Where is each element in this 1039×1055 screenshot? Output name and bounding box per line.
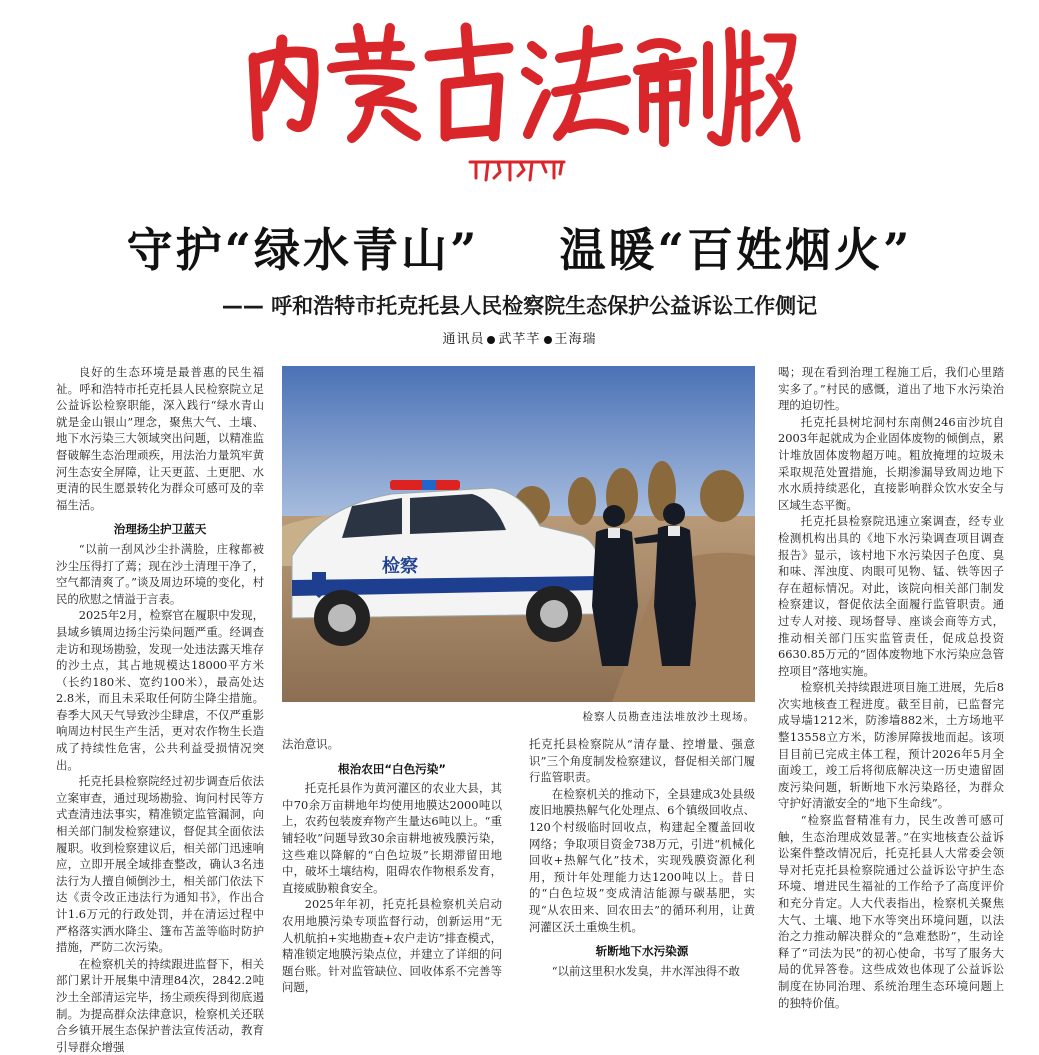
paragraph: 在检察机关的推动下，全县建成3处县级废旧地膜热解气化处理点、6个镇级回收点、120个村级临时回收点，构建起全覆盖回收网络；争取项目资金738万元，引进“机械化回收+热解气化”技术，实现残膜资源化利用，预计年处理能力达1200吨以上。昔日的“白色垃圾”变成清洁能源与碳基肥，实现“从农田来、回农田去”的循环利用，让黄河灌区沃土重焕生机。 xyxy=(529,786,755,934)
headline xyxy=(0,214,1039,280)
author-1: 武芊芊 xyxy=(498,332,541,347)
article-column-2 xyxy=(282,736,502,996)
paragraph: 良好的生态环境是最普惠的民生福祉。呼和浩特市托克托县人民检察院立足公益诉讼检察职能，深入践行“绿水青山就是金山银山”理念，聚焦大气、土壤、地下水污染三大领域突出问题，以精准监督破解生态治理顽疾，用法治力量筑牢黄河生态安全屏障，让天更蓝、土更肥、水更清的民生愿景转化为群众可感可及的幸福生活。 xyxy=(56,365,264,512)
paragraph: “以前一刮风沙尘扑满脸，庄稼都被沙尘压得打了蔫；现在沙土清理干净了，空气都清爽了。”谈及周边环境的变化，村民的欣慰之情溢于言表。 xyxy=(56,541,264,606)
headline-left: 守护“绿水青山” xyxy=(126,223,480,277)
paragraph: 检察机关持续跟进项目施工进展，先后8次实地核查工程进度。截至目前，已监督完成导墙1212米，防渗墙882米，土方场地平整13558立方米，防渗屏障拔地而起。该项目目前已完成主体工程，预计2026年5月全面竣工，竣工后将彻底解决这一历史遗留固废污染问题，斩断地下水污染路径，为群众守护好清澈安全的“地下生命线”。 xyxy=(778,680,1004,811)
section-heading: 根治农田“白色污染” xyxy=(338,761,446,776)
paragraph: 2025年2月，检察官在履职中发现，县域乡镇周边扬尘污染问题严重。经调查走访和现场勘验，发现一处违法露天堆存的沙土点，其占地规模达18000平方米（长约180米、宽约100米），最高处达2.8米，而且未采取任何防尘降尘措施。春季大风天气导致沙尘肆虐，不仅严重影响周边村民生产生活，更对农作物生长造成了持续性危害，公共利益受损情况突出。 xyxy=(56,608,264,772)
paragraph: 法治意识。 xyxy=(282,737,339,751)
paragraph: 2025年年初，托克托县检察机关启动农用地膜污染专项监督行动，创新运用“无人机航拍+实地勘查+农户走访”排查模式，精准锁定地膜污染点位，并建立了详细的问题台账。针对监管缺位、回收体系不完善等问题， xyxy=(282,897,502,995)
paragraph: “检察监督精准有力，民生改善可感可触，生态治理成效显著。”在实地核查公益诉讼案件整改情况后，托克托县人大常委会领导对托克托县检察院通过公益诉讼守护生态环境、增进民生福祉的工作给予了高度评价和充分肯定。人大代表指出，检察机关聚焦大气、土壤、地下水等突出环境问题，以法治之力推动解决群众的“急难愁盼”，生动诠释了“司法为民”的初心使命，书写了服务大局的优异答卷。这些成效也体现了公益诉讼制度在协同治理、系统治理生态环境问题上的独特价值。 xyxy=(778,813,1004,1010)
paragraph: “以前这里积水发臭，井水浑浊得不敢 xyxy=(551,963,740,978)
mongolian-script xyxy=(468,158,566,184)
masthead-calligraphy xyxy=(240,18,800,148)
paragraph: 托克托县检察院经过初步调查后依法立案审查，通过现场勘验、询问村民等方式查清违法事实，精准锁定监管漏洞，向相关部门制发检察建议，督促其全面依法履职。收到检察建议后，相关部门迅速响应，立即开展全域排查整改，确认3名违法行为人擅自倾倒沙土，相关部门依法下达《责令改正违法行为通知书》，作出合计1.6万元的行政处罚，并在清运过程中严格落实洒水降尘、篷布苫盖等临时防护措施，严防二次污染。 xyxy=(56,774,264,955)
section-heading: 斩断地下水污染源 xyxy=(595,944,689,959)
section-heading: 治理扬尘护卫蓝天 xyxy=(113,522,207,537)
paragraph: 托克托县作为黄河灌区的农业大县，其中70余万亩耕地年均使用地膜达2000吨以上，农药包装废弃物产生量达6吨以上。“重铺轻收”问题导致30余亩耕地被残膜污染，这些难以降解的“白色垃圾”长期滞留田地中，破坏土壤结构，阻碍农作物根系发育，直接威胁粮食安全。 xyxy=(282,781,502,895)
article-column-1 xyxy=(56,364,264,1055)
paragraph: 托克托县树坨洞村东南侧246亩沙坑自2003年起就成为企业固体废物的倾倒点，累计堆放固体废物超万吨。粗放掩埋的垃圾未采取规范处置措施，长期渗漏导致周边地下水水质持续恶化，直接影响群众饮水安全与区域生态平衡。 xyxy=(778,414,1004,512)
news-photo xyxy=(282,366,755,702)
byline-prefix: 通讯员 xyxy=(442,332,485,347)
paragraph: 托克托县检察院从“清存量、控增量、强意识”三个角度制发检察建议，督促相关部门履行监管职责。 xyxy=(529,737,755,785)
author-2: 王海瑞 xyxy=(554,332,597,347)
headline-right: 温暖“百姓烟火” xyxy=(559,223,913,277)
paragraph: 在检察机关的持续跟进监督下，相关部门累计开展集中清理84次，2842.2吨沙土全部清运完毕，扬尘顽疾得到彻底遏制。为提高群众法律意识，检察机关还联合乡镇开展生态保护普法宣传活动，教育引导群众增强 xyxy=(56,956,264,1054)
paragraph: 喝；现在看到治理工程施工后，我们心里踏实多了。”村民的感慨，道出了地下水污染治理的迫切性。 xyxy=(778,365,1004,413)
paragraph: 托克托县检察院迅速立案调查，经专业检测机构出具的《地下水污染调查项目调查报告》显示，该村地下水污染因子色度、臭和味、浑浊度、肉眼可见物、锰、铁等因子存在超标情况。对此，该院向相关部门制发检察建议，督促依法全面履行监管职责。通过专人对接、现场督导、座谈会商等方式，推动相关部门压实监管责任，促成总投资6630.85万元的“固体废物地下水污染应急管控项目”落地实施。 xyxy=(778,514,1004,678)
masthead-logo xyxy=(240,18,800,148)
byline-dot xyxy=(487,336,495,344)
photo-caption: 检察人员勘查违法堆放沙土现场。 xyxy=(582,711,755,723)
article-column-3 xyxy=(529,736,755,979)
article-column-4 xyxy=(778,364,1004,1011)
subheadline: —— 呼和浩特市托克托县人民检察院生态保护公益诉讼工作侧记 xyxy=(221,294,818,318)
car-label: 检察 xyxy=(382,556,418,577)
byline xyxy=(0,328,1039,347)
byline-dot xyxy=(544,336,552,344)
